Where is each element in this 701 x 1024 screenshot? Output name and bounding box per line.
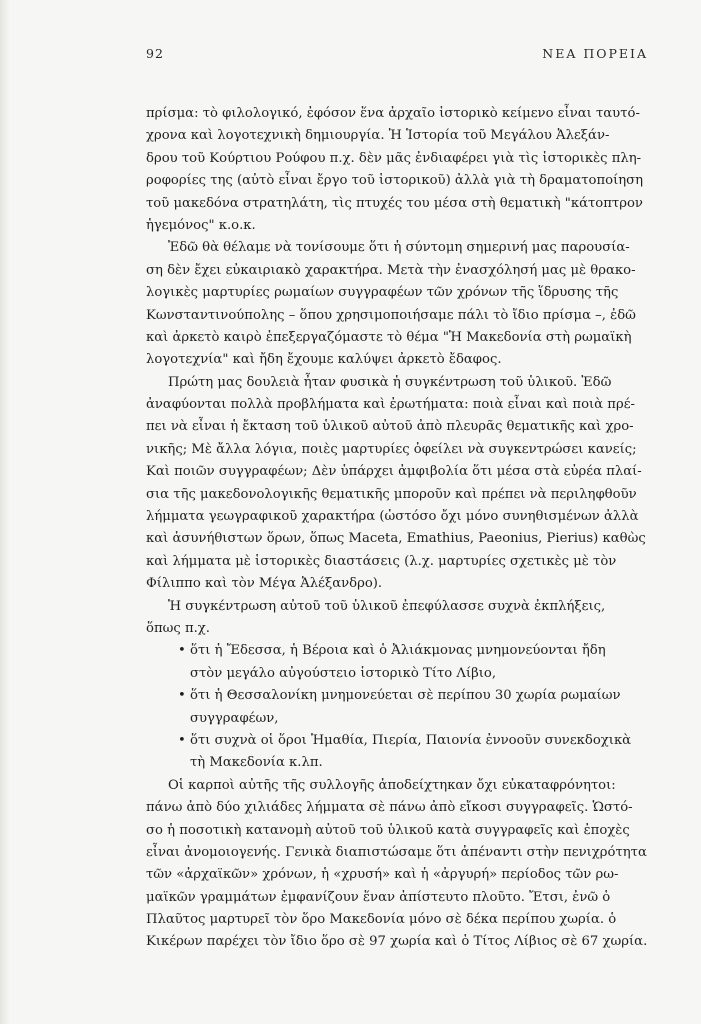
text-line: τὴ Μακεδονία κ.λπ. — [190, 755, 323, 771]
text-line: καὶ ἀσυνήθιστων ὅρων, ὅπως Maceta, Emathius, Paeonius, Pierius) καθὼς — [146, 531, 646, 547]
text-line: λογοτεχνία" καὶ ἤδη ἔχουμε καλύψει ἀρκετὸ ἔδαφος. — [146, 352, 502, 368]
text-line: μαϊκῶν γραμμάτων ἐμφανίζουν ἕναν ἀπίστευτο πλοῦτο. Ἔτσι, ἐνῶ ὁ — [146, 889, 611, 905]
bullet-text: ὅτι συχνὰ οἱ ὅροι Ἠμαθία, Πιερία, Παιονία ἐννοοῦν συνεκδοχικὰ — [190, 732, 632, 748]
text-line: συγγραφέων, — [190, 710, 279, 726]
text-line: ὅπως π.χ. — [146, 620, 210, 636]
text-line: πάνω ἀπὸ δύο χιλιάδες λήμματα σὲ πάνω ἀπὸ εἴκοσι συγγραφεῖς. Ὡστό- — [146, 800, 633, 816]
bullet-text: ὅτι ἡ Ἔδεσσα, ἡ Βέροια καὶ ὁ Ἀλιάκμονας μνημονεύονται ἤδη — [190, 643, 606, 659]
bullet-item — [146, 685, 650, 707]
text-line: λογικὲς μαρτυρίες ρωμαίων συγγραφέων τῶν χρόνων τῆς ἵδρυσης τῆς — [146, 285, 619, 301]
text-line: Πρώτη μας δουλειὰ ἦταν φυσικὰ ἡ συγκέντρωση τοῦ ὑλικοῦ. Ἐδῶ — [168, 374, 612, 390]
text-line: τῶν «ἀρχαϊκῶν» χρόνων, ἡ «χρυσή» καὶ ἡ «ἀργυρή» περίοδος τῶν ρω- — [146, 867, 619, 883]
text-line: Κωνσταντινούπολης – ὅπου χρησιμοποιήσαμε πάλι τὸ ἴδιο πρίσμα –, ἐδῶ — [146, 307, 636, 323]
bullet-icon: • — [178, 688, 186, 704]
text-line: Κικέρων παρέχει τὸν ἴδιο ὅρο σὲ 97 χωρία καὶ ὁ Τίτος Λίβιος σὲ 67 χωρία. — [146, 934, 648, 950]
text-line: σο ἡ ποσοτικὴ κατανομὴ αὐτοῦ τοῦ ὑλικοῦ κατὰ συγγραφεῖς καὶ ἐποχὲς — [146, 822, 630, 838]
text-line: Φίλιππο καὶ τὸν Μέγα Ἀλέξανδρο). — [146, 576, 383, 592]
text-line: ἀναφύονται πολλὰ προβλήματα καὶ ἐρωτήματα: ποιὰ εἶναι καὶ ποιὰ πρέ- — [146, 397, 635, 413]
text-line: Ἡ συγκέντρωση αὐτοῦ τοῦ ὑλικοῦ ἐπεφύλασσε συχνὰ ἐκπλήξεις, — [168, 598, 606, 614]
text-line: Ἐδῶ θὰ θέλαμε νὰ τονίσουμε ὅτι ἡ σύντομη σημερινή μας παρουσία- — [168, 240, 630, 256]
text-line: στὸν μεγάλο αὐγούστειο ἱστορικὸ Τίτο Λίβιο, — [190, 665, 497, 681]
running-head: ΝΕΑ ΠΟΡΕΙΑ — [542, 46, 648, 61]
text-line: εἶναι ἀνομοιογενής. Γενικὰ διαπιστώσαμε ὅτι ἀπέναντι στὴν πενιχρότητα — [146, 844, 647, 860]
text-line: νικῆς; Μὲ ἄλλα λόγια, ποιὲς μαρτυρίες ὀφείλει νὰ συγκεντρώσει κανείς; — [146, 441, 637, 457]
text-line: δρου τοῦ Κούρτιου Ρούφου π.χ. δὲν μᾶς ἐνδιαφέρει γιὰ τὶς ἱστορικὲς πλη- — [146, 150, 642, 166]
page-header — [146, 46, 648, 66]
bullet-item — [146, 730, 650, 752]
bullet-item — [146, 640, 650, 662]
text-line: σια τῆς μακεδονολογικῆς θεματικῆς μποροῦν καὶ πρέπει νὰ περιληφθοῦν — [146, 486, 637, 502]
page-number: 92 — [146, 46, 164, 61]
text-line: καὶ λήμματα μὲ ἱστορικὲς διαστάσεις (λ.χ. μαρτυρίες σχετικὲς μὲ τὸν — [146, 553, 617, 569]
text-line: καὶ ἀρκετὸ καιρὸ ἐπεξεργαζόμαστε τὸ θέμα "Ἡ Μακεδονία στὴ ρωμαϊκὴ — [146, 329, 632, 345]
bullet-icon: • — [178, 643, 186, 659]
scan-edge-shadow — [0, 0, 10, 1024]
text-line: Πλαῦτος μαρτυρεῖ τὸν ὅρο Μακεδονία μόνο σὲ δέκα περίπου χωρία. ὁ — [146, 912, 617, 928]
text-line: ροφορίες της (αὐτὸ εἶναι ἔργο τοῦ ἱστορικοῦ) ἀλλὰ γιὰ τὴ δραματοποίηση — [146, 173, 644, 189]
text-line: Καὶ ποιῶν συγγραφέων; Δὲν ὑπάρχει ἀμφιβολία ὅτι μέσα στὰ εὐρέα πλαί- — [146, 464, 642, 480]
text-line: τοῦ μακεδόνα στρατηλάτη, τὶς πτυχές του μέσα στὴ θεματικὴ "κάτοπτρον — [146, 195, 643, 211]
bullet-icon: • — [178, 732, 186, 748]
text-line: χρονα καὶ λογοτεχνικὴ δημιουργία. Ἡ Ἱστορία τοῦ Μεγάλου Ἀλεξάν- — [146, 128, 610, 144]
bullet-text: ὅτι ἡ Θεσσαλονίκη μνημονεύεται σὲ περίπου 30 χωρία ρωμαίων — [190, 688, 621, 704]
text-line: πει νὰ εἶναι ἡ ἔκταση τοῦ ὑλικοῦ αὐτοῦ ἀπὸ πλευρᾶς θεματικῆς καὶ χρο- — [146, 419, 634, 435]
text-line: ση δὲν ἔχει εὐκαιριακὸ χαρακτήρα. Μετὰ τὴν ἐνασχόλησή μας μὲ θρακο- — [146, 262, 636, 278]
text-line: πρίσμα: τὸ φιλολογικό, ἐφόσον ἕνα ἀρχαῖο ἱστορικὸ κείμενο εἶναι ταυτό- — [146, 106, 640, 121]
text-line: Οἱ καρποὶ αὐτῆς τῆς συλλογῆς ἀποδείχτηκαν ὄχι εὐκαταφρόνητοι: — [168, 777, 616, 793]
body-text — [146, 103, 650, 954]
text-line: λήμματα γεωγραφικοῦ χαρακτήρα (ὡστόσο ὄχι μόνο συνηθισμένων ἀλλὰ — [146, 509, 639, 525]
text-line: ἡγεμόνος" κ.ο.κ. — [146, 217, 256, 233]
